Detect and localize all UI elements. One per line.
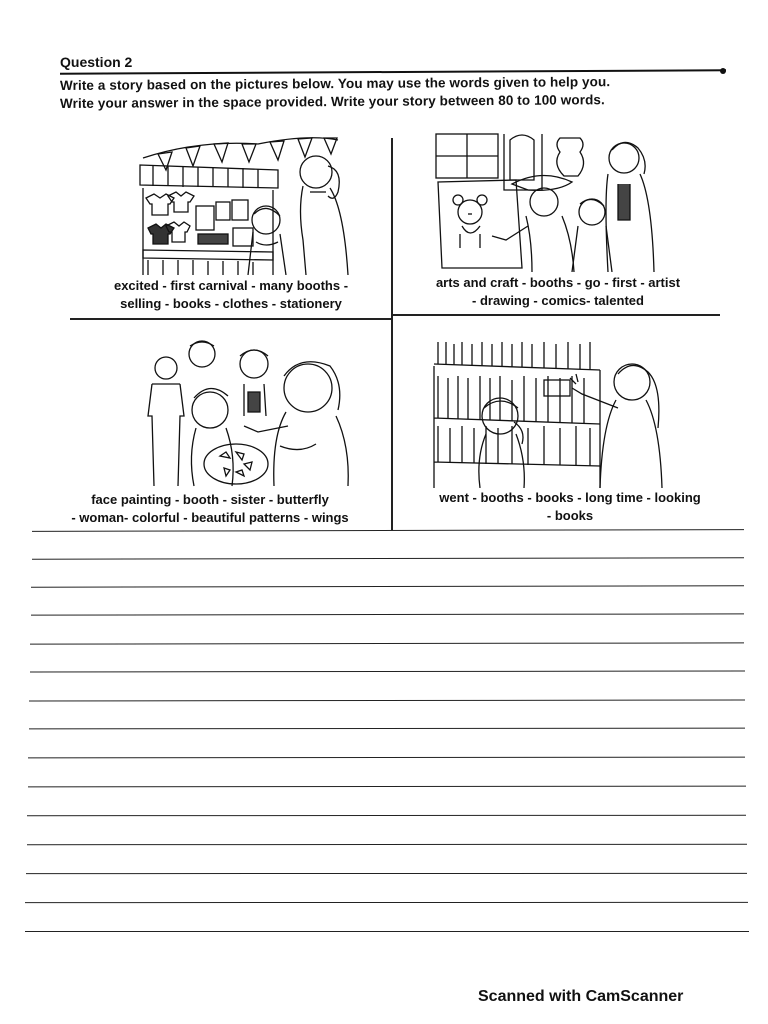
instruction-line-2: Write your answer in the space provided. Write your story between 80 to 100 words. [59,92,605,111]
answer-line[interactable] [25,931,749,932]
panel-3-caption-line-1: face painting - booth - sister - butterfly [91,492,329,507]
answer-line[interactable] [29,700,745,702]
camscanner-watermark: Scanned with CamScanner [478,988,684,1005]
answer-line[interactable] [29,728,745,730]
answer-line[interactable] [30,671,745,673]
carnival-booth-illustration [138,130,363,275]
panel-2-caption-line-2: - drawing - comics- talented [472,293,644,308]
panel-2-caption [398,274,718,310]
panel-4-caption [400,489,740,525]
panel-3-caption-line-2: - woman- colorful - beautiful patterns - wings [71,510,349,525]
header-rule [60,69,726,74]
answer-line[interactable] [32,529,744,532]
answer-line[interactable] [28,786,746,788]
answer-line[interactable] [31,585,744,588]
answer-line[interactable] [28,757,745,759]
panel-3-caption [40,491,380,527]
answer-line[interactable] [27,815,746,817]
answer-line[interactable] [32,557,744,560]
face-painting-illustration [140,336,360,488]
instruction-line-1: Write a story based on the pictures below. You may use the words given to help you. [59,74,611,93]
panel-4-caption-line-2: - books [546,508,594,523]
panel-1-caption-line-1: excited - first carnival - many booths - [113,278,349,293]
panel-divider-horizontal-right [392,314,720,316]
header-rule-dot [720,68,726,74]
answer-line[interactable] [25,902,748,903]
panel-1-caption [72,277,390,313]
panel-divider-horizontal-left [70,318,391,320]
answer-line[interactable] [27,844,747,846]
panel-4-caption-line-1: went - booths - books - long time - looking [439,490,701,505]
artist-drawing-illustration [432,130,662,272]
answer-line[interactable] [26,873,747,874]
panel-1-caption-line-2: selling - books - clothes - stationery [120,296,342,311]
bookshelf-illustration [432,336,672,488]
answer-line[interactable] [30,642,744,644]
question-title: Question 2 [60,54,133,70]
panel-2-caption-line-1: arts and craft - booths - go - first - artist [435,275,681,290]
answer-line[interactable] [31,613,744,615]
panel-divider-vertical [391,138,393,530]
